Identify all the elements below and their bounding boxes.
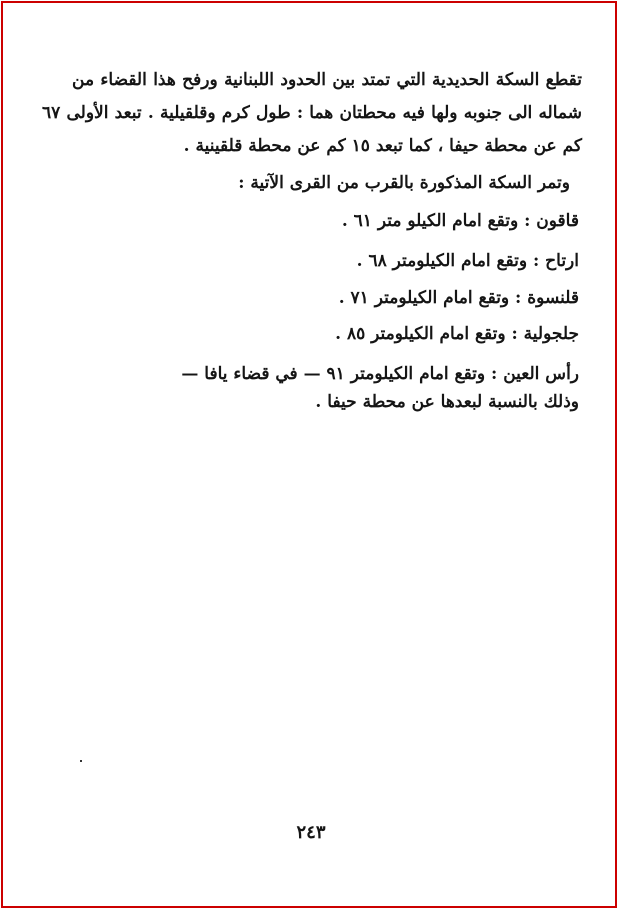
village-line-4: جلجولية : وتقع امام الكيلومتر ٨٥ .	[335, 324, 579, 344]
intro-line: وتمر السكة المذكورة بالقرب من القرى الآتية :	[238, 173, 570, 193]
stray-dot	[80, 760, 82, 762]
village-line-2: ارتاح : وتقع امام الكيلومتر ٦٨ .	[356, 251, 579, 271]
paragraph-line-2: شماله الى جنوبه ولها فيه محطتان هما : طول كرم وقلقيلية . تبعد الأولى ٦٧	[42, 103, 582, 123]
paragraph-line-3: كم عن محطة حيفا ، كما تبعد ١٥ كم عن محطة قلقينية .	[183, 136, 582, 156]
village-line-5: رأس العين : وتقع امام الكيلومتر ٩١ — في قضاء يافا —	[181, 364, 579, 384]
village-line-1: قاقون : وتقع امام الكيلو متر ٦١ .	[341, 211, 579, 231]
village-line-3: قلنسوة : وتقع امام الكيلومتر ٧١ .	[338, 288, 579, 308]
closing-line: وذلك بالنسبة لبعدها عن محطة حيفا .	[315, 392, 579, 412]
page-number: ٢٤٣	[296, 822, 326, 843]
paragraph-line-1: تقطع السكة الحديدية التي تمتد بين الحدود اللبنانية ورفح هذا القضاء من	[72, 70, 582, 90]
